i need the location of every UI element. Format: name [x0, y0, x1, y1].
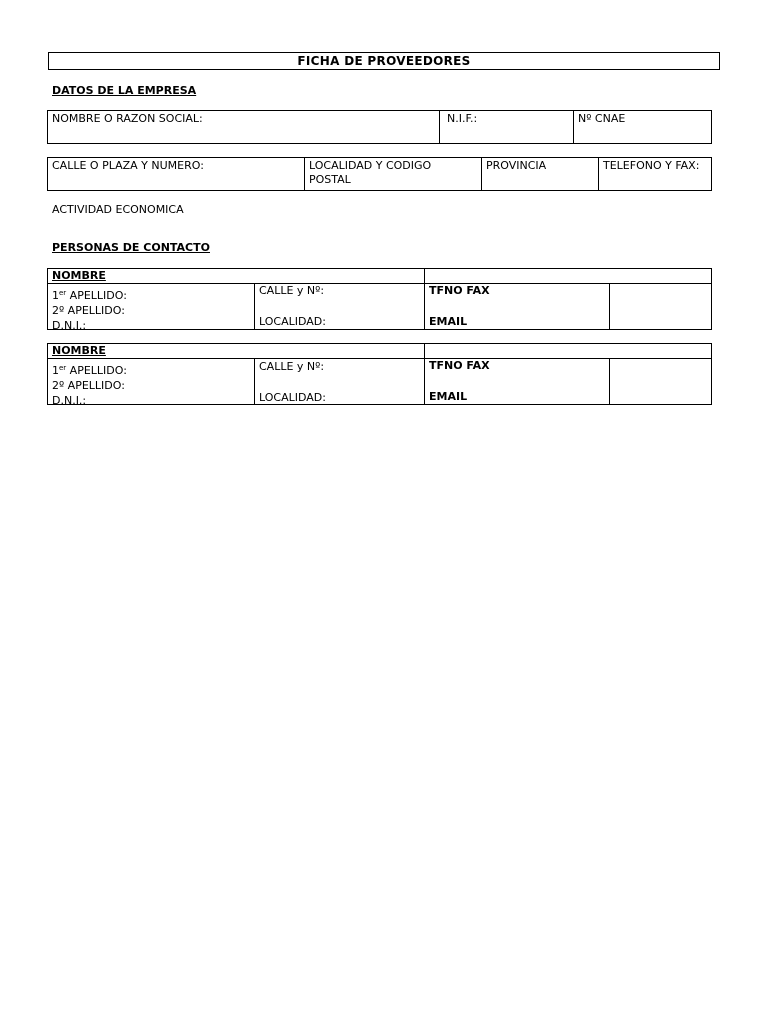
contact-1-surname2-label: 2º APELLIDO:: [52, 304, 125, 317]
contact-1-name-label[interactable]: NOMBRE: [52, 269, 106, 282]
contact-1-surname1-label: 1er APELLIDO:: [52, 289, 127, 302]
page-title: FICHA DE PROVEEDORES: [48, 52, 720, 70]
cnae-field[interactable]: Nº CNAE: [578, 112, 626, 125]
contact-1-email-label[interactable]: EMAIL: [429, 315, 468, 328]
phone-fax-field[interactable]: TELEFONO Y FAX:: [603, 159, 700, 172]
company-name-field[interactable]: NOMBRE O RAZON SOCIAL:: [52, 112, 203, 125]
contacts-section-heading: PERSONAS DE CONTACTO: [52, 241, 210, 254]
contact-2-street-label[interactable]: CALLE y Nº:: [259, 360, 325, 373]
contact-2-email-label[interactable]: EMAIL: [429, 390, 468, 403]
province-field[interactable]: PROVINCIA: [486, 159, 547, 172]
contact-1-personal-fields[interactable]: [47, 284, 254, 335]
locality-label-line1: LOCALIDAD Y CODIGO: [309, 159, 432, 172]
contact-2-dni-label: D.N.I.:: [52, 394, 87, 407]
locality-label-line2: POSTAL: [309, 173, 351, 186]
contact-2-surname1-label: 1er APELLIDO:: [52, 364, 127, 377]
contact-1-street-label[interactable]: CALLE y Nº:: [259, 284, 325, 297]
economic-activity-label: ACTIVIDAD ECONOMICA: [52, 203, 184, 216]
company-section-heading: DATOS DE LA EMPRESA: [52, 84, 197, 97]
street-field[interactable]: CALLE O PLAZA Y NUMERO:: [52, 159, 204, 172]
contact-1-locality-label[interactable]: LOCALIDAD:: [259, 315, 326, 328]
contact-2-phone-label[interactable]: TFNO FAX: [429, 359, 490, 372]
contact-2-locality-label[interactable]: LOCALIDAD:: [259, 391, 326, 404]
contact-1-dni-label: D.N.I.:: [52, 319, 87, 332]
contact-2-name-label[interactable]: NOMBRE: [52, 344, 106, 357]
contact-2-personal-fields[interactable]: [47, 359, 254, 410]
contact-1-phone-label[interactable]: TFNO FAX: [429, 284, 490, 297]
locality-postal-field[interactable]: [304, 157, 481, 189]
nif-field[interactable]: N.I.F.:: [447, 112, 478, 125]
contact-2-surname2-label: 2º APELLIDO:: [52, 379, 125, 392]
